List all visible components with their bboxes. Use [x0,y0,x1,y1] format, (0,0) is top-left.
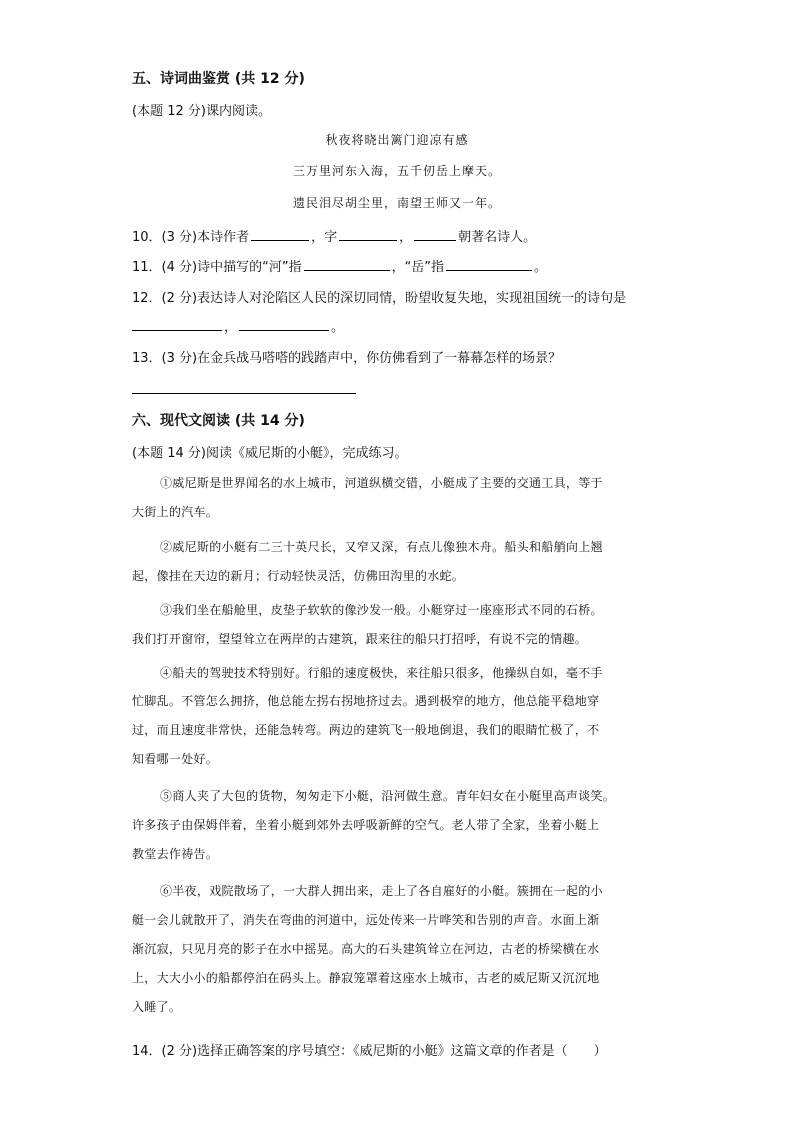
q12-separator: ， [224,320,238,335]
poem-title: 秋夜将晓出篱门迎凉有感 [325,133,469,147]
q10-text-a: 10．(3 分)本诗作者 [132,230,250,245]
q11-mountain-blank[interactable] [446,257,532,271]
paragraph-6-line: 上，大大小小的船都停泊在码头上。静寂笼罩着这座水上城市，古老的威尼斯又沉沉地 [132,971,600,985]
paragraph-5-line: 许多孩子由保姆伴着，坐着小艇到郊外去呼吸新鲜的空气。老人带了全家，坐着小艇上 [132,818,600,832]
question-10 [132,226,536,245]
section-five-heading: 五、诗词曲鉴赏 (共 12 分) [132,71,305,87]
poem-line-1: 三万里河东入海，五千仞岳上摩天。 [292,164,501,178]
paragraph-6-line: 艇一会儿就散开了，消失在弯曲的河道中，远处传来一片哗笑和告别的声音。水面上渐 [132,913,600,927]
paragraph-3-line: ③我们坐在船舱里，皮垫子软软的像沙发一般。小艇穿过一座座形式不同的石桥。 [160,603,603,617]
paragraph-5-line: 教堂去作祷告。 [132,847,219,861]
q12-blank-2[interactable] [239,317,329,331]
paragraph-2-line: ②威尼斯的小艇有二三十英尺长，又窄又深，有点儿像独木舟。船头和船艄向上翘 [160,540,603,554]
q10-author-blank[interactable] [251,227,309,241]
q11-river-blank[interactable] [304,257,390,271]
q12-blank-1[interactable] [132,317,222,331]
paragraph-1-line: ①威尼斯是世界闻名的水上城市，河道纵横交错，小艇成了主要的交通工具，等于 [160,476,603,490]
q13-answer-line[interactable] [132,393,356,394]
section-five-intro: (本题 12 分)课内阅读。 [132,104,271,119]
paragraph-6-line: 渐沉寂，只见月亮的影子在水中摇晃。高大的石头建筑耸立在河边，古老的桥梁横在水 [132,942,600,956]
question-11 [132,256,547,275]
paragraph-6-line: ⑥半夜，戏院散场了，一大群人拥出来，走上了各自雇好的小艇。簇拥在一起的小 [160,884,603,898]
q10-text-d: 朝著名诗人。 [458,230,537,245]
q12-end: 。 [331,320,345,335]
question-12-line-2 [132,316,344,335]
poem-line-2: 遗民泪尽胡尘里，南望王师又一年。 [292,196,501,210]
section-six-heading: 六、现代文阅读 (共 14 分) [132,413,305,429]
paragraph-4-line: 过，而且速度非常快，还能急转弯。两边的建筑飞一般地倒退，我们的眼睛忙极了，不 [132,723,600,737]
question-12-line-1: 12．(2 分)表达诗人对沦陷区人民的深切同情，盼望收复失地，实现祖国统一的诗句是 [132,291,627,306]
q10-text-b: ，字 [311,230,338,245]
paragraph-4-line: 知看哪一处好。 [132,752,219,766]
q11-text-c: 。 [534,260,548,275]
q10-courtesy-name-blank[interactable] [339,227,397,241]
paragraph-6-line: 入睡了。 [132,1000,182,1014]
section-six-intro: (本题 14 分)阅读《威尼斯的小艇》，完成练习。 [132,446,408,461]
q11-text-a: 11．(4 分)诗中描写的“河”指 [132,260,302,275]
q10-dynasty-blank[interactable] [414,227,456,241]
paragraph-2-line: 起，像挂在天边的新月；行动轻快灵活，仿佛田沟里的水蛇。 [132,569,465,583]
q11-text-b: ，“岳”指 [391,260,445,275]
q10-text-c: ， [399,230,413,245]
question-13: 13．(3 分)在金兵战马嗒嗒的践踏声中，你仿佛看到了一幕幕怎样的场景？ [132,351,562,366]
paragraph-4-line: ④船夫的驾驶技术特别好。行船的速度极快，来往船只很多，他操纵自如，毫不手 [160,666,603,680]
paragraph-5-line: ⑤商人夹了大包的货物，匆匆走下小艇，沿河做生意。青年妇女在小艇里高声谈笑。 [160,789,616,803]
paragraph-3-line: 我们打开窗帘，望望耸立在两岸的古建筑，跟来往的船只打招呼，有说不完的情趣。 [132,632,588,646]
question-14: 14．(2 分)选择正确答案的序号填空：《威尼斯的小艇》这篇文章的作者是（ ） [132,1044,607,1059]
paragraph-4-line: 忙脚乱。不管怎么拥挤，他总能左拐右拐地挤过去。遇到极窄的地方，他总能平稳地穿 [132,694,600,708]
paragraph-1-line: 大街上的汽车。 [132,505,219,519]
